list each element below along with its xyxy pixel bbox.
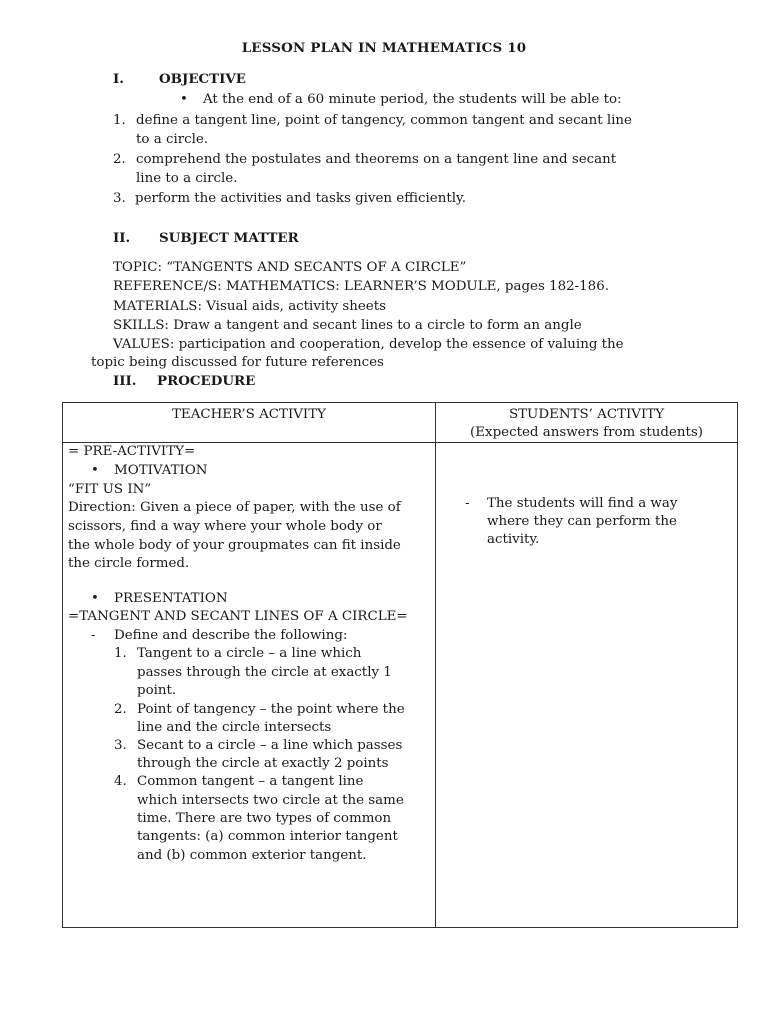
definition-4-line-1: Common tangent – a tangent line bbox=[137, 774, 364, 789]
objective-item-1-line-1: define a tangent line, point of tangency, common tangent and secant line bbox=[136, 113, 632, 128]
values-line-1: VALUES: participation and cooperation, develop the essence of valuing the bbox=[113, 337, 624, 352]
student-dash: - bbox=[465, 496, 470, 511]
definition-2-line-2: line and the circle intersects bbox=[137, 720, 332, 735]
definition-2-number: 2. bbox=[114, 702, 127, 717]
definition-2-line-1: Point of tangency – the point where the bbox=[137, 702, 405, 717]
student-answer-line-2: where they can perform the bbox=[487, 514, 677, 529]
definition-1-number: 1. bbox=[114, 646, 127, 661]
objective-item-2-line-2: line to a circle. bbox=[136, 171, 238, 186]
define-dash: - bbox=[91, 628, 96, 643]
objective-intro: At the end of a 60 minute period, the students will be able to: bbox=[203, 92, 622, 107]
presentation-label: PRESENTATION bbox=[114, 591, 228, 606]
topic-line: TOPIC: “TANGENTS AND SECANTS OF A CIRCLE” bbox=[113, 260, 467, 275]
definition-3-line-2: through the circle at exactly 2 points bbox=[137, 756, 389, 771]
procedure-table bbox=[62, 402, 738, 928]
subject-matter-number: II. bbox=[113, 230, 131, 246]
student-activity-header-line-2: (Expected answers from students) bbox=[470, 425, 703, 440]
procedure-heading: PROCEDURE bbox=[157, 373, 256, 389]
student-answer-line-3: activity. bbox=[487, 532, 540, 547]
teacher-activity-header bbox=[63, 403, 436, 443]
skills-line: SKILLS: Draw a tangent and secant lines to a circle to form an angle bbox=[113, 318, 582, 333]
objective-number: I. bbox=[113, 71, 124, 87]
presentation-title: =TANGENT AND SECANT LINES OF A CIRCLE= bbox=[68, 609, 408, 624]
values-line-2: topic being discussed for future references bbox=[91, 355, 384, 370]
procedure-number: III. bbox=[113, 373, 137, 389]
objective-item-3-number: 3. bbox=[113, 191, 126, 206]
objective-intro-bullet: • bbox=[180, 92, 188, 107]
activity-title: “FIT US IN” bbox=[68, 482, 152, 497]
materials-line: MATERIALS: Visual aids, activity sheets bbox=[113, 299, 386, 314]
pre-activity-label: = PRE-ACTIVITY= bbox=[68, 444, 196, 459]
subject-matter-heading: SUBJECT MATTER bbox=[159, 230, 299, 246]
direction-line-1: Direction: Given a piece of paper, with the use of bbox=[68, 500, 401, 515]
objective-item-1-line-2: to a circle. bbox=[136, 132, 209, 147]
definition-3-number: 3. bbox=[114, 738, 127, 753]
definition-4-line-4: tangents: (a) common interior tangent bbox=[137, 829, 398, 844]
objective-item-3-line-1: perform the activities and tasks given efficiently. bbox=[135, 191, 467, 206]
motivation-bullet: • bbox=[91, 463, 99, 478]
objective-item-2-line-1: comprehend the postulates and theorems on a tangent line and secant bbox=[136, 152, 617, 167]
definition-1-line-2: passes through the circle at exactly 1 bbox=[137, 665, 392, 680]
definition-1-line-3: point. bbox=[137, 683, 177, 698]
teacher-activity-header-label: TEACHER’S ACTIVITY bbox=[172, 407, 326, 422]
student-activity-cell bbox=[436, 443, 738, 928]
direction-line-4: the circle formed. bbox=[68, 556, 190, 571]
page-title: LESSON PLAN IN MATHEMATICS 10 bbox=[241, 40, 527, 56]
definition-3-line-1: Secant to a circle – a line which passes bbox=[137, 738, 403, 753]
student-answer-line-1: The students will find a way bbox=[487, 496, 678, 511]
student-activity-header bbox=[436, 403, 738, 443]
direction-line-2: scissors, find a way where your whole body or bbox=[68, 519, 382, 534]
define-instruction: Define and describe the following: bbox=[114, 628, 348, 643]
objective-item-1-number: 1. bbox=[113, 113, 126, 128]
definition-4-line-5: and (b) common exterior tangent. bbox=[137, 848, 367, 863]
definition-4-number: 4. bbox=[114, 774, 127, 789]
objective-heading: OBJECTIVE bbox=[159, 71, 247, 87]
definition-4-line-2: which intersects two circle at the same bbox=[137, 793, 404, 808]
student-activity-header-line-1: STUDENTS’ ACTIVITY bbox=[508, 407, 665, 422]
motivation-label: MOTIVATION bbox=[114, 463, 208, 478]
direction-line-3: the whole body of your groupmates can fit inside bbox=[68, 538, 401, 553]
teacher-activity-cell bbox=[63, 443, 436, 928]
definition-4-line-3: time. There are two types of common bbox=[137, 811, 392, 826]
objective-item-2-number: 2. bbox=[113, 152, 126, 167]
presentation-bullet: • bbox=[91, 591, 99, 606]
reference-line: REFERENCE/S: MATHEMATICS: LEARNER’S MODULE, pages 182-186. bbox=[113, 279, 609, 294]
definition-1-line-1: Tangent to a circle – a line which bbox=[137, 646, 362, 661]
